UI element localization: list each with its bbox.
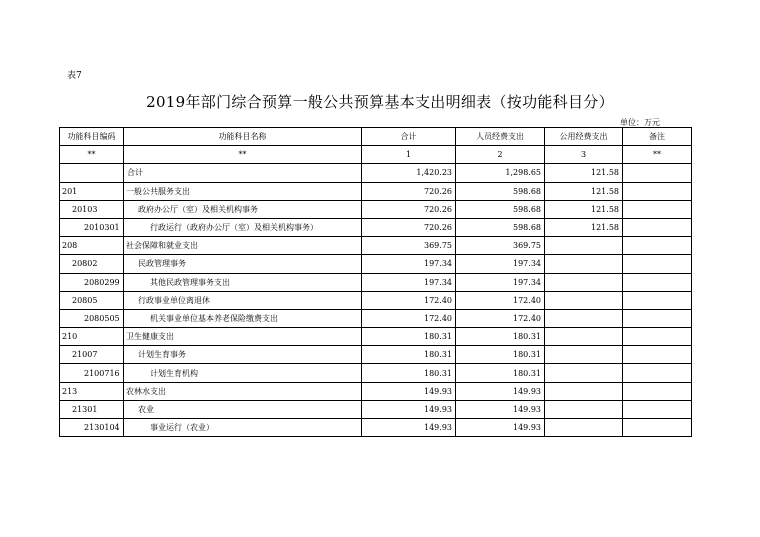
code-cell: 20103 [60,200,124,218]
personnel-cell: 180.31 [456,346,545,364]
note-cell [623,382,692,400]
code-cell: 2080505 [60,309,124,327]
total-cell: 369.75 [362,237,456,255]
name-cell: 计划生育事务 [124,346,362,364]
total-code-cell [60,164,124,182]
public-cell [545,400,623,418]
total-cell: 149.93 [362,419,456,437]
table-row [60,309,692,327]
note-cell [623,346,692,364]
total-cell: 172.40 [362,291,456,309]
code-cell: 213 [60,382,124,400]
code-cell: 208 [60,237,124,255]
total-cell: 149.93 [362,400,456,418]
note-cell [623,364,692,382]
header-note: 备注 [623,128,692,146]
note-cell [623,218,692,236]
note-cell [623,273,692,291]
note-cell [623,200,692,218]
total-cell: 720.26 [362,182,456,200]
code-cell: 2100716 [60,364,124,382]
index-cell: ** [60,146,124,164]
index-cell: 3 [545,146,623,164]
name-cell: 一般公共服务支出 [124,182,362,200]
table-row [60,273,692,291]
index-cell: 2 [456,146,545,164]
note-cell [623,309,692,327]
personnel-cell: 197.34 [456,273,545,291]
name-cell: 其他民政管理事务支出 [124,273,362,291]
public-cell [545,346,623,364]
public-cell [545,237,623,255]
total-cell: 180.31 [362,346,456,364]
personnel-cell: 149.93 [456,419,545,437]
document-title: 2019年部门综合预算一般公共预算基本支出明细表（按功能科目分） [146,93,614,111]
total-name-cell: 合计 [124,164,362,182]
code-cell: 20802 [60,255,124,273]
public-cell [545,382,623,400]
index-cell: 1 [362,146,456,164]
note-cell [623,419,692,437]
note-cell [623,291,692,309]
public-cell [545,309,623,327]
name-cell: 社会保障和就业支出 [124,237,362,255]
personnel-cell: 180.31 [456,364,545,382]
name-cell: 事业运行（农业） [124,419,362,437]
personnel-cell: 197.34 [456,255,545,273]
personnel-cell: 598.68 [456,218,545,236]
public-cell: 121.58 [545,182,623,200]
name-cell: 卫生健康支出 [124,328,362,346]
code-cell: 201 [60,182,124,200]
total-cell: 172.40 [362,309,456,327]
note-cell [623,182,692,200]
total-cell: 197.34 [362,255,456,273]
personnel-cell: 598.68 [456,200,545,218]
public-cell: 121.58 [545,218,623,236]
name-cell: 行政运行（政府办公厅（室）及相关机构事务） [124,218,362,236]
header-personnel: 人员经费支出 [456,128,545,146]
code-cell: 21007 [60,346,124,364]
table-row [60,419,692,437]
code-cell: 2010301 [60,218,124,236]
header-row [60,128,692,146]
total-cell: 197.34 [362,273,456,291]
public-cell [545,364,623,382]
code-cell: 2130104 [60,419,124,437]
name-cell: 民政管理事务 [124,255,362,273]
table-row [60,400,692,418]
note-cell [623,237,692,255]
note-cell [623,400,692,418]
table-number-label: 表7 [67,71,82,81]
header-total: 合计 [362,128,456,146]
table-row [60,291,692,309]
name-cell: 农林水支出 [124,382,362,400]
index-cell: ** [623,146,692,164]
total-cell: 720.26 [362,218,456,236]
public-cell: 121.58 [545,200,623,218]
name-cell: 农业 [124,400,362,418]
index-cell: ** [124,146,362,164]
table-row [60,182,692,200]
personnel-cell: 598.68 [456,182,545,200]
personnel-cell: 180.31 [456,328,545,346]
unit-label: 单位：万元 [620,118,660,127]
name-cell: 行政事业单位离退休 [124,291,362,309]
table-row [60,382,692,400]
total-cell: 180.31 [362,328,456,346]
public-cell [545,273,623,291]
personnel-cell: 149.93 [456,382,545,400]
public-cell [545,291,623,309]
personnel-cell: 172.40 [456,291,545,309]
total-total-cell: 1,420.23 [362,164,456,182]
header-name: 功能科目名称 [124,128,362,146]
note-cell [623,255,692,273]
header-public: 公用经费支出 [545,128,623,146]
index-row [60,146,692,164]
table-row [60,364,692,382]
code-cell: 210 [60,328,124,346]
total-cell: 149.93 [362,382,456,400]
public-cell [545,419,623,437]
code-cell: 2080299 [60,273,124,291]
table-row [60,218,692,236]
header-code: 功能科目编码 [60,128,124,146]
total-cell: 720.26 [362,200,456,218]
name-cell: 计划生育机构 [124,364,362,382]
note-cell [623,328,692,346]
code-cell: 21301 [60,400,124,418]
budget-table [59,127,692,437]
table-row [60,328,692,346]
name-cell: 机关事业单位基本养老保险缴费支出 [124,309,362,327]
personnel-cell: 369.75 [456,237,545,255]
table-row [60,237,692,255]
table-row [60,346,692,364]
personnel-cell: 172.40 [456,309,545,327]
personnel-cell: 149.93 [456,400,545,418]
public-cell [545,255,623,273]
table-row [60,200,692,218]
total-cell: 180.31 [362,364,456,382]
table-row [60,255,692,273]
name-cell: 政府办公厅（室）及相关机构事务 [124,200,362,218]
total-public-cell: 121.58 [545,164,623,182]
public-cell [545,328,623,346]
total-note-cell [623,164,692,182]
total-row [60,164,692,182]
code-cell: 20805 [60,291,124,309]
total-personnel-cell: 1,298.65 [456,164,545,182]
